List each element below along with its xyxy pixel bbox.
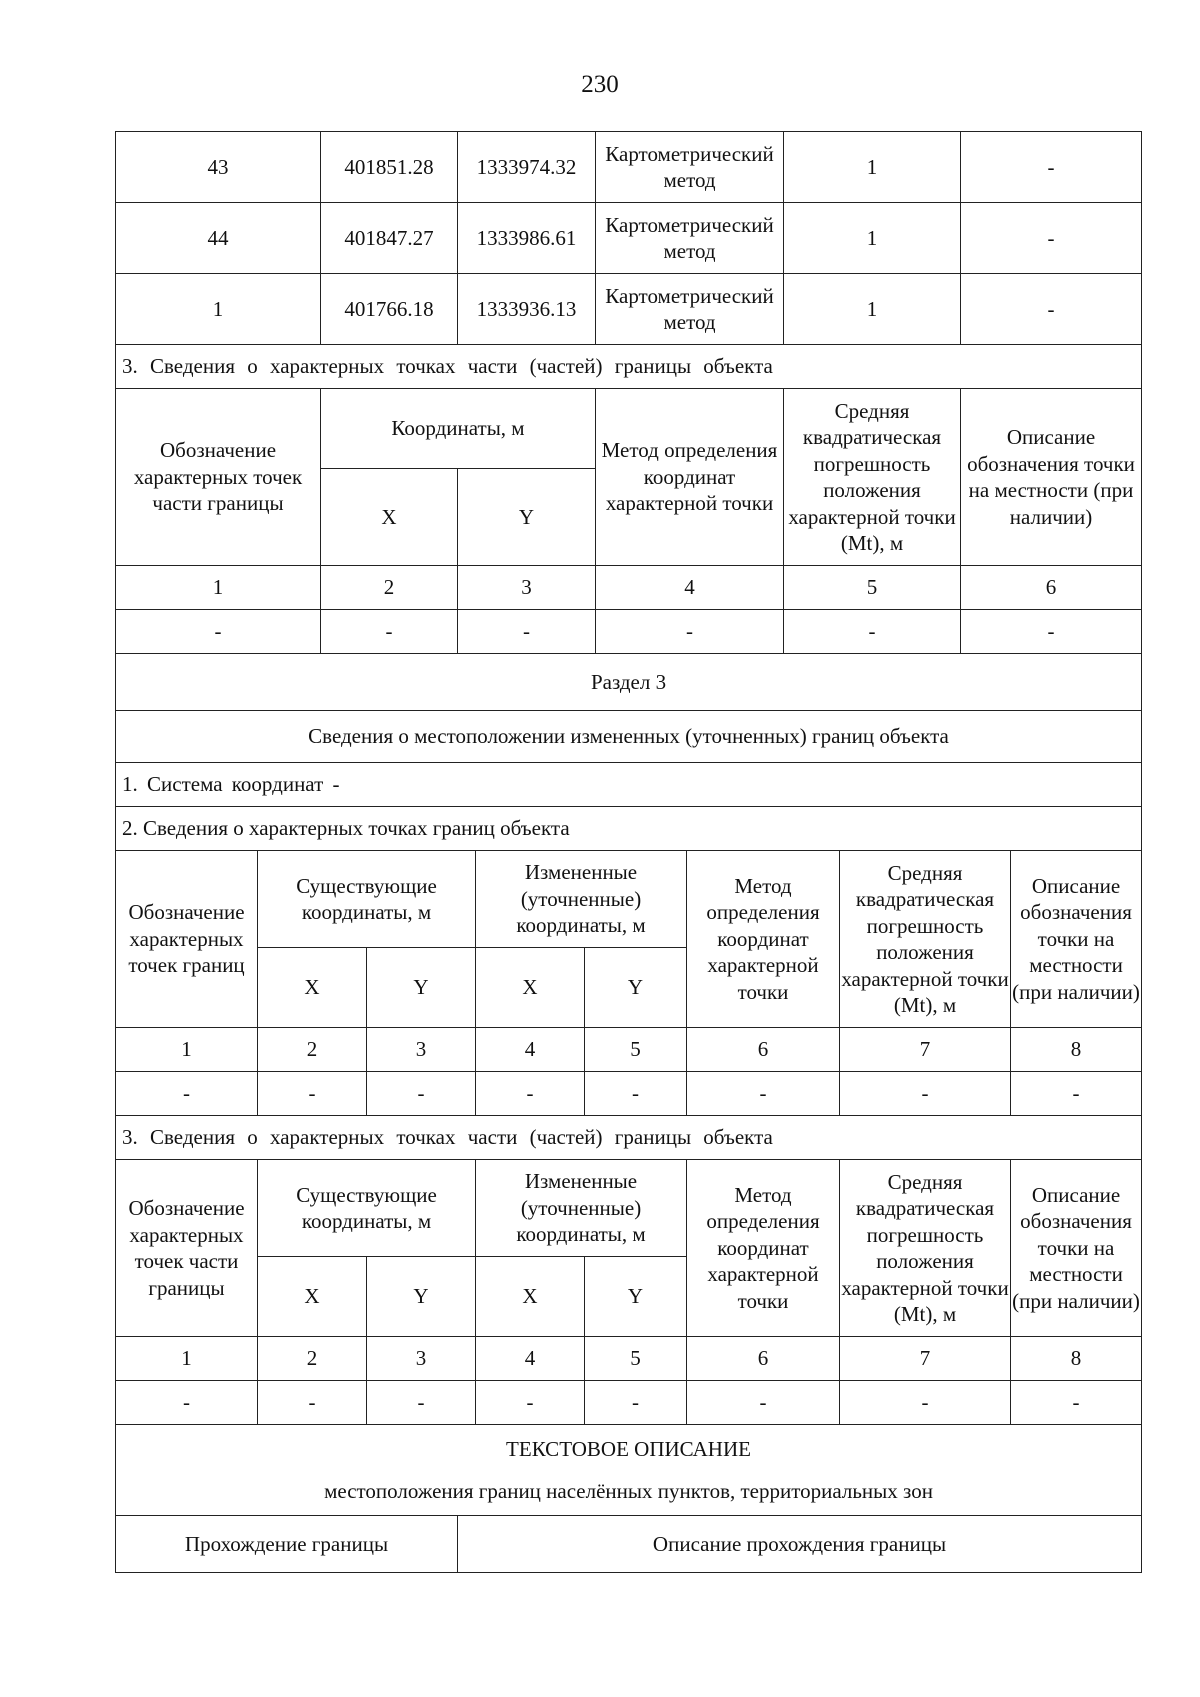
section3-subtitle: Сведения о местоположении измененных (уточненных) границ объекта <box>116 711 1142 763</box>
cell: - <box>687 1381 840 1425</box>
text-description-title: ТЕКСТОВОЕ ОПИСАНИЕ <box>506 1437 751 1461</box>
header-existing: Существующие координаты, м <box>258 851 476 948</box>
coord-y: 1333936.13 <box>458 274 596 345</box>
col-number: 2 <box>321 566 458 610</box>
header-coords: Координаты, м <box>321 389 596 469</box>
section3-table <box>115 653 1142 1425</box>
header-mt: Средняя квадратическая погрешность положения характерной точки (Mt), м <box>840 1160 1011 1337</box>
method: Картометрический метод <box>596 274 784 345</box>
cell: - <box>258 1381 367 1425</box>
section3-part2 <box>116 851 1142 1116</box>
col-number: 7 <box>840 1028 1011 1072</box>
header-changed: Измененные (уточненные) координаты, м <box>476 851 687 948</box>
header-method: Метод определения координат характерной точки <box>596 389 784 566</box>
header-x: X <box>476 1257 585 1337</box>
coord-x: 401847.27 <box>321 203 458 274</box>
header-designation: Обозначение характерных точек части границы <box>116 389 321 566</box>
mt-value: 1 <box>784 132 961 203</box>
header-x: X <box>476 948 585 1028</box>
column-numbers-row <box>116 566 1142 610</box>
header-method: Метод определения координат характерной точки <box>687 1160 840 1337</box>
point-description: - <box>961 274 1142 345</box>
cell: - <box>258 1072 367 1116</box>
col-number: 1 <box>116 1337 258 1381</box>
col-number: 5 <box>585 1337 687 1381</box>
section-heading: 2. Сведения о характерных точках границ объекта <box>116 807 1142 851</box>
col-number: 7 <box>840 1337 1011 1381</box>
coord-y: 1333986.61 <box>458 203 596 274</box>
method: Картометрический метод <box>596 132 784 203</box>
cell: - <box>687 1072 840 1116</box>
boundary-points-table <box>115 131 1142 654</box>
cell: - <box>585 1072 687 1116</box>
text-description-subtitle: местоположения границ населённых пунктов, территориальных зон <box>324 1479 933 1503</box>
header-x: X <box>321 469 458 566</box>
header-y: Y <box>367 1257 476 1337</box>
col-number: 6 <box>961 566 1142 610</box>
column-numbers-row <box>116 1337 1142 1381</box>
section-heading: 3. Сведения о характерных точках части (частей) границы объекта <box>116 345 1142 389</box>
cell: - <box>367 1381 476 1425</box>
point-number: 43 <box>116 132 321 203</box>
header-mt: Средняя квадратическая погрешность положения характерной точки (Mt), м <box>840 851 1011 1028</box>
header-changed: Измененные (уточненные) координаты, м <box>476 1160 687 1257</box>
section-heading: 3. Сведения о характерных точках части (частей) границы объекта <box>116 1116 1142 1160</box>
col-number: 2 <box>258 1028 367 1072</box>
cell: - <box>596 610 784 654</box>
col-number: 5 <box>784 566 961 610</box>
col-number: 1 <box>116 566 321 610</box>
cell: - <box>116 1381 258 1425</box>
cell: - <box>476 1381 585 1425</box>
cell: - <box>1011 1381 1142 1425</box>
header-x: X <box>258 948 367 1028</box>
top-rows <box>116 132 1142 345</box>
header-method: Метод определения координат характерной точки <box>687 851 840 1028</box>
point-number: 44 <box>116 203 321 274</box>
cell: - <box>367 1072 476 1116</box>
table-row <box>116 132 1142 203</box>
col-number: 5 <box>585 1028 687 1072</box>
col-number: 3 <box>367 1337 476 1381</box>
col-number: 6 <box>687 1337 840 1381</box>
text-description-table <box>115 1424 1142 1573</box>
point-number: 1 <box>116 274 321 345</box>
col-number: 2 <box>258 1337 367 1381</box>
col-number: 8 <box>1011 1337 1142 1381</box>
header-designation: Обозначение характерных точек границ <box>116 851 258 1028</box>
cell: - <box>116 610 321 654</box>
coord-system: 1. Система координат - <box>116 763 1142 807</box>
header-description: Описание обозначения точки на местности (при наличии) <box>1011 1160 1142 1337</box>
col-number: 4 <box>476 1337 585 1381</box>
header-mt: Средняя квадратическая погрешность положения характерной точки (Mt), м <box>784 389 961 566</box>
header-boundary-passage-description: Описание прохождения границы <box>458 1516 1142 1573</box>
cell: - <box>961 610 1142 654</box>
section3-header <box>116 654 1142 851</box>
header-designation: Обозначение характерных точек части границы <box>116 1160 258 1337</box>
coord-y: 1333974.32 <box>458 132 596 203</box>
cell: - <box>116 1072 258 1116</box>
column-numbers-row <box>116 1028 1142 1072</box>
header-y: Y <box>367 948 476 1028</box>
header-y: Y <box>458 469 596 566</box>
cell: - <box>476 1072 585 1116</box>
coord-x: 401851.28 <box>321 132 458 203</box>
cell: - <box>321 610 458 654</box>
section3-title: Раздел 3 <box>116 654 1142 711</box>
col-number: 3 <box>458 566 596 610</box>
text-description-header <box>116 1425 1142 1516</box>
header-x: X <box>258 1257 367 1337</box>
mt-value: 1 <box>784 274 961 345</box>
cell: - <box>458 610 596 654</box>
header-boundary-passage: Прохождение границы <box>116 1516 458 1573</box>
header-description: Описание обозначения точки на местности (при наличии) <box>961 389 1142 566</box>
col-number: 1 <box>116 1028 258 1072</box>
coord-x: 401766.18 <box>321 274 458 345</box>
cell: - <box>784 610 961 654</box>
col-number: 4 <box>596 566 784 610</box>
cell: - <box>1011 1072 1142 1116</box>
header-y: Y <box>585 1257 687 1337</box>
section3-part3 <box>116 1116 1142 1425</box>
col-number: 3 <box>367 1028 476 1072</box>
table-row <box>116 1381 1142 1425</box>
page-number: 230 <box>581 71 619 98</box>
header-description: Описание обозначения точки на местности (при наличии) <box>1011 851 1142 1028</box>
header-existing: Существующие координаты, м <box>258 1160 476 1257</box>
document-sheet <box>115 131 1141 1575</box>
cell: - <box>840 1381 1011 1425</box>
section2-part3 <box>116 345 1142 654</box>
table-row <box>116 1072 1142 1116</box>
table-row <box>116 274 1142 345</box>
cell: - <box>840 1072 1011 1116</box>
table-row <box>116 610 1142 654</box>
header-y: Y <box>585 948 687 1028</box>
col-number: 4 <box>476 1028 585 1072</box>
method: Картометрический метод <box>596 203 784 274</box>
col-number: 6 <box>687 1028 840 1072</box>
col-number: 8 <box>1011 1028 1142 1072</box>
point-description: - <box>961 203 1142 274</box>
mt-value: 1 <box>784 203 961 274</box>
cell: - <box>585 1381 687 1425</box>
point-description: - <box>961 132 1142 203</box>
table-row <box>116 203 1142 274</box>
